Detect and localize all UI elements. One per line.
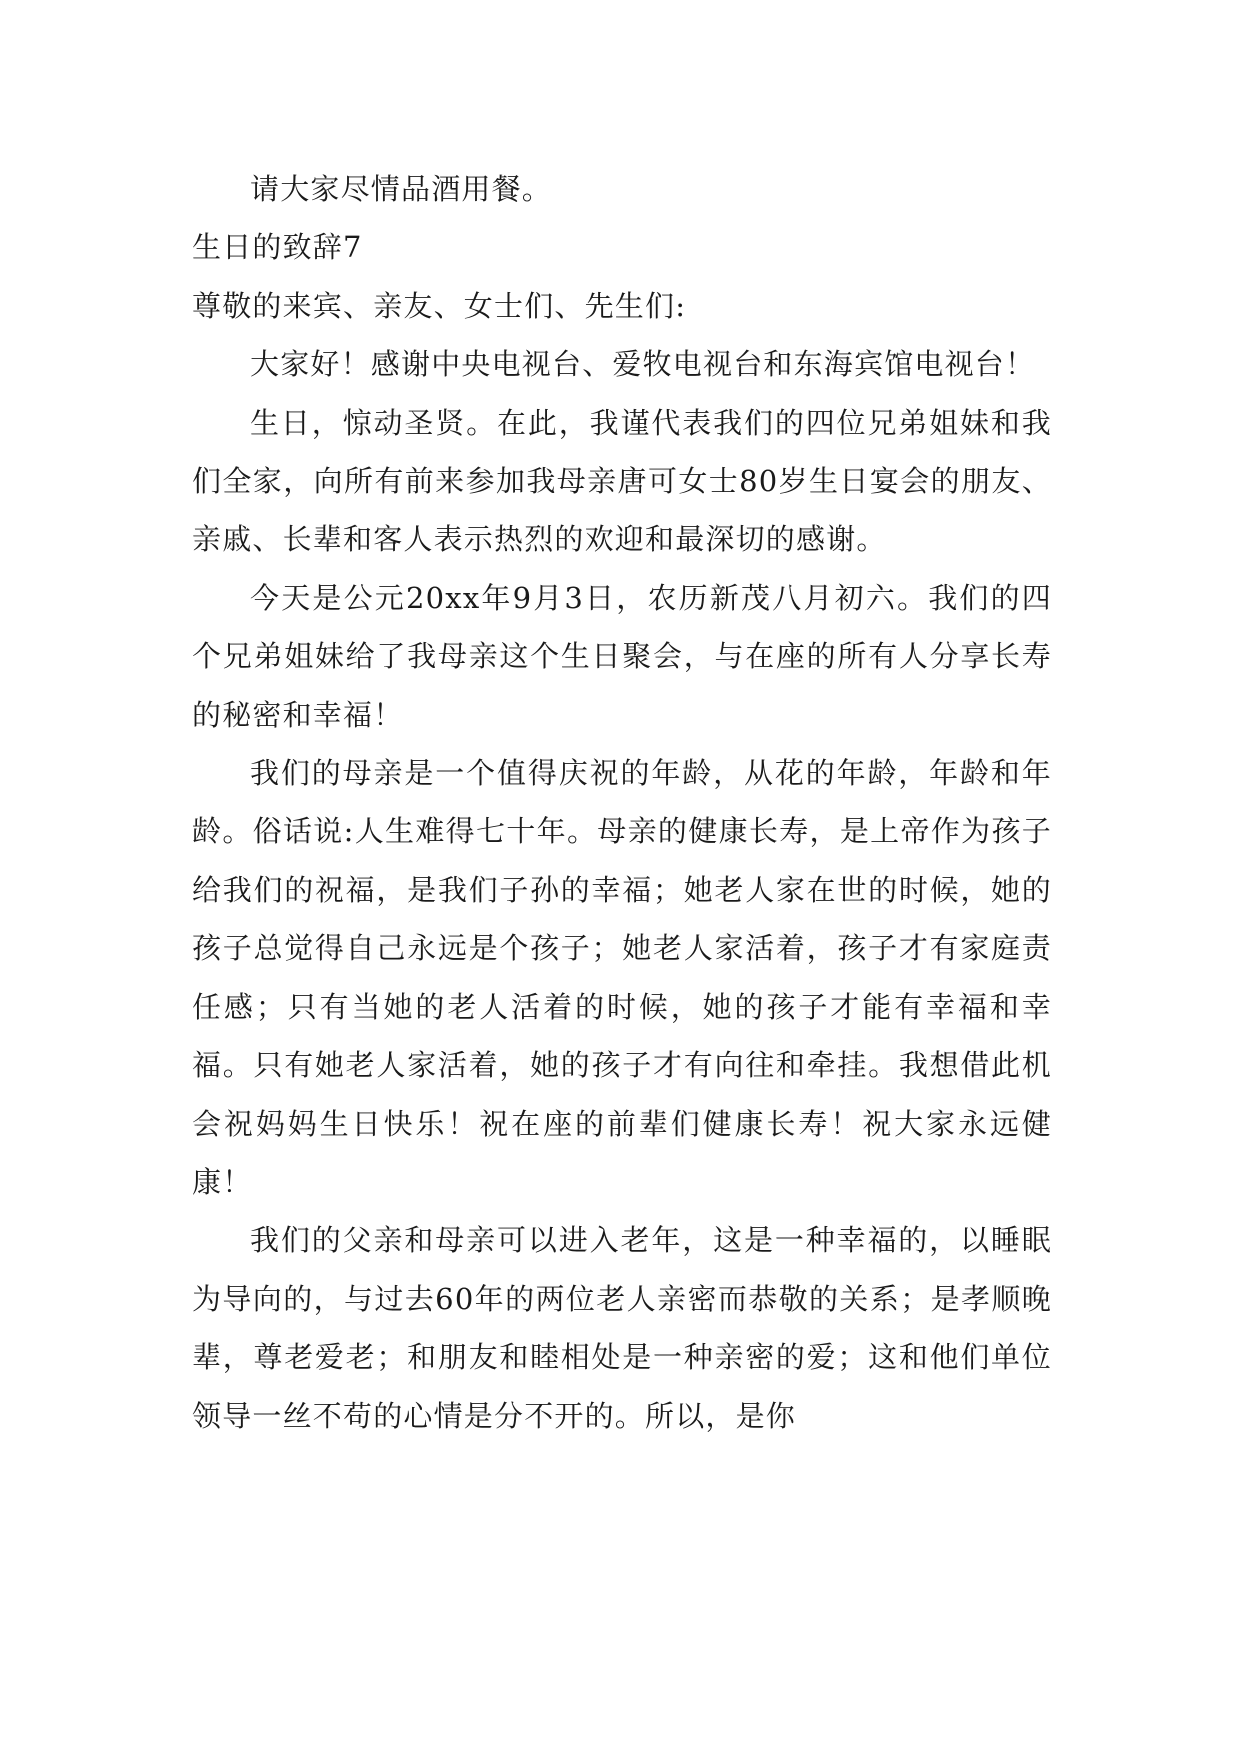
paragraph-welcome: 生日，惊动圣贤。在此，我谨代表我们的四位兄弟姐妹和我们全家，向所有前来参加我母亲唐可女士80岁生日宴会的朋友、亲戚、长辈和客人表示热烈的欢迎和最深切的感谢。 (192, 405, 1052, 557)
salutation: 尊敬的来宾、亲友、女士们、先生们: (192, 288, 687, 323)
paragraph-greeting: 大家好！感谢中央电视台、爱牧电视台和东海宾馆电视台！ (250, 347, 1036, 382)
paragraph-parents: 我们的父亲和母亲可以进入老年，这是一种幸福的，以睡眠为导向的，与过去60年的两位老人亲密而恭敬的关系；是孝顺晚辈，尊老爱老；和朋友和睦相处是一种亲密的爱；这和他们单位领导一丝不苟的心情是分不开的。所以，是你 (192, 1223, 1052, 1433)
section-title: 生日的致辞7 (192, 230, 363, 265)
paragraph-date: 今天是公元20xx年9月3日，农历新茂八月初六。我们的四个兄弟姐妹给了我母亲这个生日聚会，与在座的所有人分享长寿的秘密和幸福！ (192, 580, 1052, 732)
closing-line: 请大家尽情品酒用餐。 (250, 172, 553, 206)
paragraph-mother: 我们的母亲是一个值得庆祝的年龄，从花的年龄，年龄和年龄。俗话说:人生难得七十年。母亲的健康长寿，是上帝作为孩子给我们的祝福，是我们子孙的幸福；她老人家在世的时候，她的孩子总觉得自己永远是个孩子；她老人家活着，孩子才有家庭责任感；只有当她的老人活着的时候，她的孩子才能有幸福和幸福。只有她老人家活着，她的孩子才有向往和牵挂。我想借此机会祝妈妈生日快乐！祝在座的前辈们健康长寿！祝大家永远健康！ (192, 756, 1052, 1199)
document-page (192, 160, 1052, 1445)
